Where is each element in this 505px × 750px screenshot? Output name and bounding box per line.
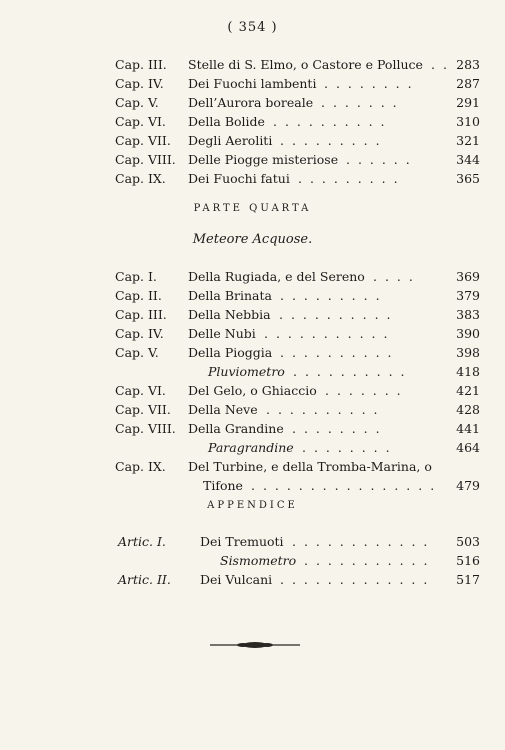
chapter-number: Cap. IV. — [115, 76, 164, 91]
chapter-number: Cap. IX. — [115, 171, 166, 186]
toc-entry — [0, 170, 505, 188]
chapter-number: Cap. VIII. — [115, 421, 176, 436]
page-ref: 379 — [456, 288, 480, 303]
ornament-divider — [210, 640, 300, 650]
page-ref: 428 — [456, 402, 480, 417]
page-ref: 291 — [456, 95, 480, 110]
page-ref: 516 — [456, 553, 480, 568]
chapter-number: Cap. V. — [115, 345, 159, 360]
toc-entry — [0, 477, 505, 495]
chapter-title: Dei Fuochi lambenti — [188, 76, 317, 91]
leader-dots: . . . . . . . . . . . — [304, 553, 430, 568]
chapter-title: Della Grandine — [188, 421, 284, 436]
toc-entry — [0, 533, 505, 551]
page-ref: 369 — [456, 269, 480, 284]
chapter-title: Delle Piogge misteriose — [188, 152, 339, 167]
page-ref: 398 — [456, 345, 480, 360]
toc-entry — [0, 306, 505, 324]
leader-dots: . . . . . . . . — [324, 76, 414, 91]
appendice-heading: APPENDICE — [207, 500, 298, 511]
chapter-title: Della Nebbia — [188, 307, 271, 322]
chapter-title: Pluviometro — [208, 364, 285, 379]
leader-dots: . . . . . . . . . . — [273, 114, 387, 129]
leader-dots: . . — [431, 57, 449, 72]
page-ref: 321 — [456, 133, 480, 148]
chapter-number: Artic. I. — [118, 534, 166, 549]
toc-entry — [0, 571, 505, 589]
toc-entry — [0, 552, 505, 570]
parte-subheading: Meteore Acquose. — [192, 232, 313, 247]
chapter-number: Artic. II. — [118, 572, 171, 587]
page-ref: 418 — [456, 364, 480, 379]
leader-dots: . . . . . . . . . . . . . — [280, 572, 430, 587]
page-ref: 421 — [456, 383, 480, 398]
chapter-title: Del Gelo, o Ghiaccio — [188, 383, 317, 398]
toc-entry — [0, 94, 505, 112]
leader-dots: . . . . . . . . . . . . . . . . — [251, 478, 437, 493]
page-ref: 344 — [456, 152, 480, 167]
page-ref: 441 — [456, 421, 480, 436]
leader-dots: . . . . . . . — [325, 383, 403, 398]
leader-dots: . . . . . . . . . . — [266, 402, 380, 417]
leader-dots: . . . . . . . . — [302, 440, 392, 455]
leader-dots: . . . . — [373, 269, 415, 284]
toc-entry — [0, 287, 505, 305]
chapter-number: Cap. III. — [115, 307, 167, 322]
page-ref: 464 — [456, 440, 480, 455]
chapter-number: Cap. IX. — [115, 459, 166, 474]
chapter-title: Dei Tremuoti — [200, 534, 284, 549]
leader-dots: . . . . . . . . . . — [279, 307, 393, 322]
chapter-title: Del Turbine, e della Tromba-Marina, o — [188, 459, 432, 474]
chapter-title: Dell’Aurora boreale — [188, 95, 314, 110]
chapter-title: Della Rugiada, e del Sereno — [188, 269, 365, 284]
toc-entry — [0, 439, 505, 457]
chapter-title: Della Bolide — [188, 114, 265, 129]
chapter-title: Della Neve — [188, 402, 258, 417]
toc-entry — [0, 113, 505, 131]
toc-entry — [0, 420, 505, 438]
leader-dots: . . . . . . . — [321, 95, 399, 110]
chapter-number: Cap. VIII. — [115, 152, 176, 167]
chapter-title: Della Pioggia — [188, 345, 273, 360]
chapter-number: Cap. VII. — [115, 402, 171, 417]
toc-entry — [0, 56, 505, 74]
page-ref: 503 — [456, 534, 480, 549]
chapter-number: Cap. V. — [115, 95, 159, 110]
page-ref: 283 — [456, 57, 480, 72]
chapter-title: Delle Nubi — [188, 326, 256, 341]
chapter-title: Sismometro — [220, 553, 297, 568]
toc-entry — [0, 344, 505, 362]
page-ref: 517 — [456, 572, 480, 587]
chapter-title: Della Brinata — [188, 288, 272, 303]
chapter-number: Cap. IV. — [115, 326, 164, 341]
page-ref: 310 — [456, 114, 480, 129]
chapter-title: Dei Fuochi fatui — [188, 171, 290, 186]
toc-entry — [0, 382, 505, 400]
chapter-title: Dei Vulcani — [200, 572, 273, 587]
toc-entry — [0, 325, 505, 343]
toc-entry — [0, 75, 505, 93]
chapter-number: Cap. III. — [115, 57, 167, 72]
leader-dots: . . . . . . . . . . . . — [292, 534, 430, 549]
leader-dots: . . . . . . . . — [292, 421, 382, 436]
leader-dots: . . . . . . — [346, 152, 412, 167]
leader-dots: . . . . . . . . . — [298, 171, 400, 186]
page-number: ( 354 ) — [227, 20, 278, 35]
chapter-title: Stelle di S. Elmo, o Castore e Polluce — [188, 57, 423, 72]
chapter-title: Paragrandine — [208, 440, 294, 455]
chapter-number: Cap. VI. — [115, 383, 166, 398]
parte-heading: PARTE QUARTA — [193, 203, 312, 214]
page-ref: 287 — [456, 76, 480, 91]
toc-entry — [0, 458, 505, 476]
chapter-number: Cap. VII. — [115, 133, 171, 148]
toc-entry — [0, 363, 505, 381]
leader-dots: . . . . . . . . . . . — [264, 326, 390, 341]
toc-entry — [0, 401, 505, 419]
page-ref: 383 — [456, 307, 480, 322]
chapter-number: Cap. II. — [115, 288, 162, 303]
chapter-number: Cap. VI. — [115, 114, 166, 129]
chapter-title: Tifone — [203, 478, 243, 493]
page-ref: 479 — [456, 478, 480, 493]
leader-dots: . . . . . . . . . . — [280, 345, 394, 360]
toc-entry — [0, 268, 505, 286]
chapter-number: Cap. I. — [115, 269, 157, 284]
toc-entry — [0, 132, 505, 150]
toc-entry — [0, 151, 505, 169]
leader-dots: . . . . . . . . . — [280, 133, 382, 148]
leader-dots: . . . . . . . . . . — [293, 364, 407, 379]
leader-dots: . . . . . . . . . — [280, 288, 382, 303]
chapter-title: Degli Aeroliti — [188, 133, 273, 148]
page-ref: 365 — [456, 171, 480, 186]
page-ref: 390 — [456, 326, 480, 341]
